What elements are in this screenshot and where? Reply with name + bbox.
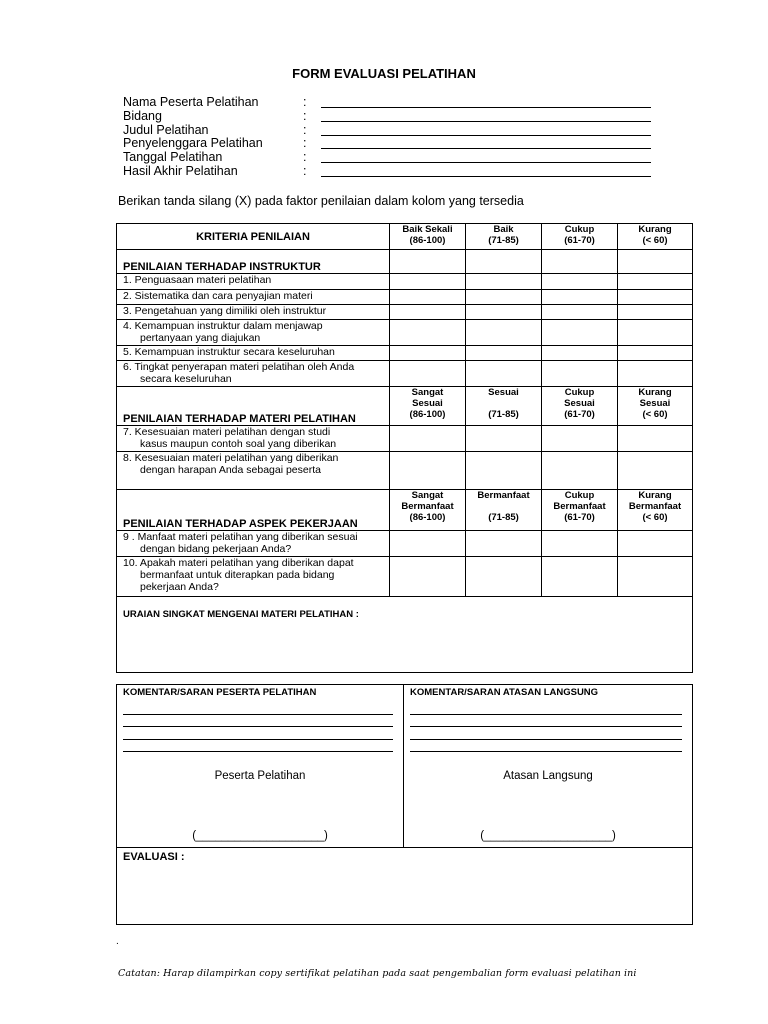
rating-cell[interactable] <box>466 452 542 490</box>
rating-cell[interactable] <box>390 346 466 361</box>
rating-cell[interactable] <box>390 290 466 305</box>
sign-label-peserta: Peserta Pelatihan <box>214 770 306 782</box>
rating-header-label: Kurang <box>638 387 672 398</box>
info-fill-line[interactable] <box>321 148 651 149</box>
info-label: Penyelenggara Pelatihan <box>123 136 263 151</box>
rating-cell[interactable] <box>390 426 466 452</box>
rating-header-label-2 <box>466 501 541 512</box>
section-materi: PENILAIAN TERHADAP MATERI PELATIHAN <box>117 387 390 426</box>
info-colon: : <box>303 122 307 137</box>
comment-line <box>123 702 393 715</box>
rating-header-label: Kurang <box>638 224 672 235</box>
info-colon: : <box>303 108 307 123</box>
rating-header-range: (86-100) <box>409 409 446 420</box>
criteria-item <box>117 274 390 290</box>
rating-header-label: Baik <box>493 224 514 235</box>
uraian-label: URAIAN SINGKAT MENGENAI MATERI PELATIHAN : <box>123 609 359 620</box>
rating-cell[interactable] <box>466 361 542 387</box>
rating-header <box>542 490 618 531</box>
rating-cell[interactable] <box>618 305 693 320</box>
criteria-item-text: 8. Kesesuaian materi pelatihan yang diberikan <box>123 452 339 464</box>
rating-header-label: Sesuai <box>488 387 519 398</box>
rating-header-range: (71-85) <box>488 409 519 420</box>
rating-header-range: (61-70) <box>564 235 595 246</box>
evaluasi-box[interactable] <box>117 848 693 925</box>
comment-peserta-box[interactable] <box>117 685 404 848</box>
rating-cell[interactable] <box>466 305 542 320</box>
rating-cell[interactable] <box>390 305 466 320</box>
rating-header-range: (61-70) <box>564 512 595 523</box>
criteria-item <box>117 557 390 597</box>
rating-header <box>390 387 466 426</box>
rating-header-range: (71-85) <box>488 512 519 523</box>
section-instruktur: PENILAIAN TERHADAP INSTRUKTUR <box>117 250 390 274</box>
uraian-box[interactable] <box>117 597 693 673</box>
rating-cell[interactable] <box>542 274 618 290</box>
rating-header-range: (< 60) <box>642 235 668 246</box>
info-fill-line[interactable] <box>321 121 651 122</box>
rating-header-label: Baik Sekali <box>402 224 453 235</box>
evaluasi-label: EVALUASI : <box>123 851 185 863</box>
criteria-item-text: 7. Kesesuaian materi pelatihan dengan studi <box>123 426 331 438</box>
criteria-item-text: 1. Penguasaan materi pelatihan <box>123 274 272 286</box>
criteria-item-text: 10. Apakah materi pelatihan yang diberikan dapat <box>123 557 354 569</box>
rating-header <box>542 387 618 426</box>
rating-cell[interactable] <box>618 274 693 290</box>
rating-cell[interactable] <box>618 250 693 274</box>
info-colon: : <box>303 163 307 178</box>
signature-line-peserta: (____________________) <box>192 830 328 842</box>
rating-cell[interactable] <box>542 346 618 361</box>
info-row-penyelenggara <box>123 137 663 151</box>
rating-cell[interactable] <box>466 557 542 597</box>
rating-cell[interactable] <box>390 531 466 557</box>
rating-header <box>618 224 693 250</box>
participant-info-block <box>123 96 663 179</box>
rating-header-label-2: Sesuai <box>412 398 443 409</box>
comment-lines <box>410 702 682 752</box>
info-label: Judul Pelatihan <box>123 122 209 137</box>
rating-cell[interactable] <box>390 452 466 490</box>
rating-header-range: (< 60) <box>642 512 668 523</box>
rating-cell[interactable] <box>618 426 693 452</box>
rating-cell[interactable] <box>390 557 466 597</box>
comments-table <box>116 684 693 925</box>
info-colon: : <box>303 136 307 151</box>
rating-cell[interactable] <box>466 346 542 361</box>
criteria-item <box>117 305 390 320</box>
rating-cell[interactable] <box>542 452 618 490</box>
criteria-header: KRITERIA PENILAIAN <box>117 224 390 250</box>
comment-line <box>123 727 393 740</box>
evaluation-table <box>116 223 693 673</box>
rating-cell[interactable] <box>390 250 466 274</box>
stray-dot: . <box>116 936 119 947</box>
rating-header <box>390 490 466 531</box>
rating-header-range: (61-70) <box>564 409 595 420</box>
rating-cell[interactable] <box>618 361 693 387</box>
comment-line <box>123 715 393 728</box>
rating-cell[interactable] <box>542 557 618 597</box>
rating-header <box>618 490 693 531</box>
info-label: Hasil Akhir Pelatihan <box>123 163 238 178</box>
rating-header-label-2: Bermanfaat <box>553 501 606 512</box>
criteria-item <box>117 452 390 490</box>
section-pekerjaan: PENILAIAN TERHADAP ASPEK PEKERJAAN <box>117 490 390 531</box>
rating-header-range: (86-100) <box>409 235 446 246</box>
rating-header-label: Sangat <box>411 490 444 501</box>
rating-header-label: Cukup <box>564 490 595 501</box>
rating-cell[interactable] <box>390 361 466 387</box>
rating-header-label-2: Bermanfaat <box>628 501 682 512</box>
rating-cell[interactable] <box>618 452 693 490</box>
rating-cell[interactable] <box>618 290 693 305</box>
criteria-item-text-cont: kasus maupun contoh soal yang diberikan <box>140 438 337 450</box>
rating-header <box>466 224 542 250</box>
rating-cell[interactable] <box>466 320 542 346</box>
info-label: Bidang <box>123 108 162 123</box>
rating-header <box>466 490 542 531</box>
criteria-item-text-cont: secara keseluruhan <box>140 373 232 385</box>
criteria-item-text-cont: bermanfaat untuk diterapkan pada bidang <box>140 569 335 581</box>
rating-header-label-2 <box>466 398 541 409</box>
rating-header-label: Sangat <box>411 387 444 398</box>
criteria-item <box>117 346 390 361</box>
criteria-item <box>117 531 390 557</box>
rating-cell[interactable] <box>466 274 542 290</box>
rating-cell[interactable] <box>542 531 618 557</box>
criteria-item-text-cont: pertanyaan yang diajukan <box>140 332 261 344</box>
criteria-item-text-cont: dengan bidang pekerjaan Anda? <box>140 543 292 555</box>
rating-cell[interactable] <box>618 346 693 361</box>
comment-atasan-box[interactable] <box>404 685 693 848</box>
info-row-bidang <box>123 110 663 124</box>
sign-label-atasan: Atasan Langsung <box>503 770 593 782</box>
rating-cell[interactable] <box>542 426 618 452</box>
rating-cell[interactable] <box>618 320 693 346</box>
criteria-item-text: 3. Pengetahuan yang dimiliki oleh instruktur <box>123 305 327 317</box>
comment-line <box>410 727 682 740</box>
rating-header <box>466 387 542 426</box>
info-row-judul <box>123 124 663 138</box>
rating-cell[interactable] <box>618 531 693 557</box>
info-fill-line[interactable] <box>321 162 651 163</box>
comment-atasan-head: KOMENTAR/SARAN ATASAN LANGSUNG <box>410 687 599 698</box>
footnote: Catatan: Harap dilampirkan copy sertifikat pelatihan pada saat pengembalian form evaluasi pelatihan ini <box>118 968 637 979</box>
criteria-item-text: 9 . Manfaat materi pelatihan yang diberikan sesuai <box>123 531 358 543</box>
criteria-item-text-cont: dengan harapan Anda sebagai peserta <box>140 464 321 476</box>
form-title: FORM EVALUASI PELATIHAN <box>292 66 476 81</box>
rating-header <box>542 224 618 250</box>
criteria-item <box>117 320 390 346</box>
rating-header-label: Bermanfaat <box>477 490 530 501</box>
rating-header-label-2: Bermanfaat <box>401 501 454 512</box>
rating-header-label-2: Sesuai <box>639 398 671 409</box>
criteria-item <box>117 361 390 387</box>
rating-header-label: Kurang <box>638 490 672 501</box>
rating-header-range: (71-85) <box>488 235 519 246</box>
criteria-item <box>117 290 390 305</box>
info-fill-line[interactable] <box>321 135 651 136</box>
comment-line <box>410 740 682 753</box>
rating-cell[interactable] <box>466 426 542 452</box>
rating-cell[interactable] <box>466 250 542 274</box>
rating-header-range: (86-100) <box>409 512 446 523</box>
info-colon: : <box>303 95 307 109</box>
info-fill-line[interactable] <box>321 107 651 108</box>
rating-cell[interactable] <box>390 320 466 346</box>
criteria-item-text: 5. Kemampuan instruktur secara keseluruhan <box>123 346 335 358</box>
info-row-nama <box>123 96 663 110</box>
rating-header-range: (< 60) <box>642 409 668 420</box>
rating-cell[interactable] <box>618 557 693 597</box>
comment-line <box>410 715 682 728</box>
rating-header-label: Cukup <box>564 224 595 235</box>
rating-header <box>618 387 693 426</box>
rating-cell[interactable] <box>542 290 618 305</box>
info-row-hasil <box>123 165 663 179</box>
rating-header <box>390 224 466 250</box>
rating-cell[interactable] <box>542 305 618 320</box>
criteria-item-text: 6. Tingkat penyerapan materi pelatihan oleh Anda <box>123 361 355 373</box>
comment-lines <box>123 702 393 752</box>
comment-line <box>410 702 682 715</box>
info-colon: : <box>303 150 307 165</box>
rating-cell[interactable] <box>542 250 618 274</box>
info-fill-line[interactable] <box>321 176 651 177</box>
rating-cell[interactable] <box>466 290 542 305</box>
criteria-item <box>117 426 390 452</box>
comment-peserta-head: KOMENTAR/SARAN PESERTA PELATIHAN <box>123 687 317 698</box>
signature-line-atasan: (____________________) <box>480 830 616 842</box>
criteria-item-text-cont: pekerjaan Anda? <box>140 581 219 593</box>
rating-header-label-2: Sesuai <box>564 398 595 409</box>
instruction-text: Berikan tanda silang (X) pada faktor penilaian dalam kolom yang tersedia <box>118 194 524 208</box>
criteria-item-text: 2. Sistematika dan cara penyajian materi <box>123 290 313 302</box>
comment-line <box>123 740 393 753</box>
info-row-tanggal <box>123 151 663 165</box>
rating-cell[interactable] <box>466 531 542 557</box>
criteria-item-text: 4. Kemampuan instruktur dalam menjawap <box>123 320 323 332</box>
info-label: Nama Peserta Pelatihan <box>123 95 259 109</box>
rating-cell[interactable] <box>390 274 466 290</box>
rating-cell[interactable] <box>542 361 618 387</box>
rating-cell[interactable] <box>542 320 618 346</box>
rating-header-label: Cukup <box>564 387 595 398</box>
info-label: Tanggal Pelatihan <box>123 150 223 165</box>
